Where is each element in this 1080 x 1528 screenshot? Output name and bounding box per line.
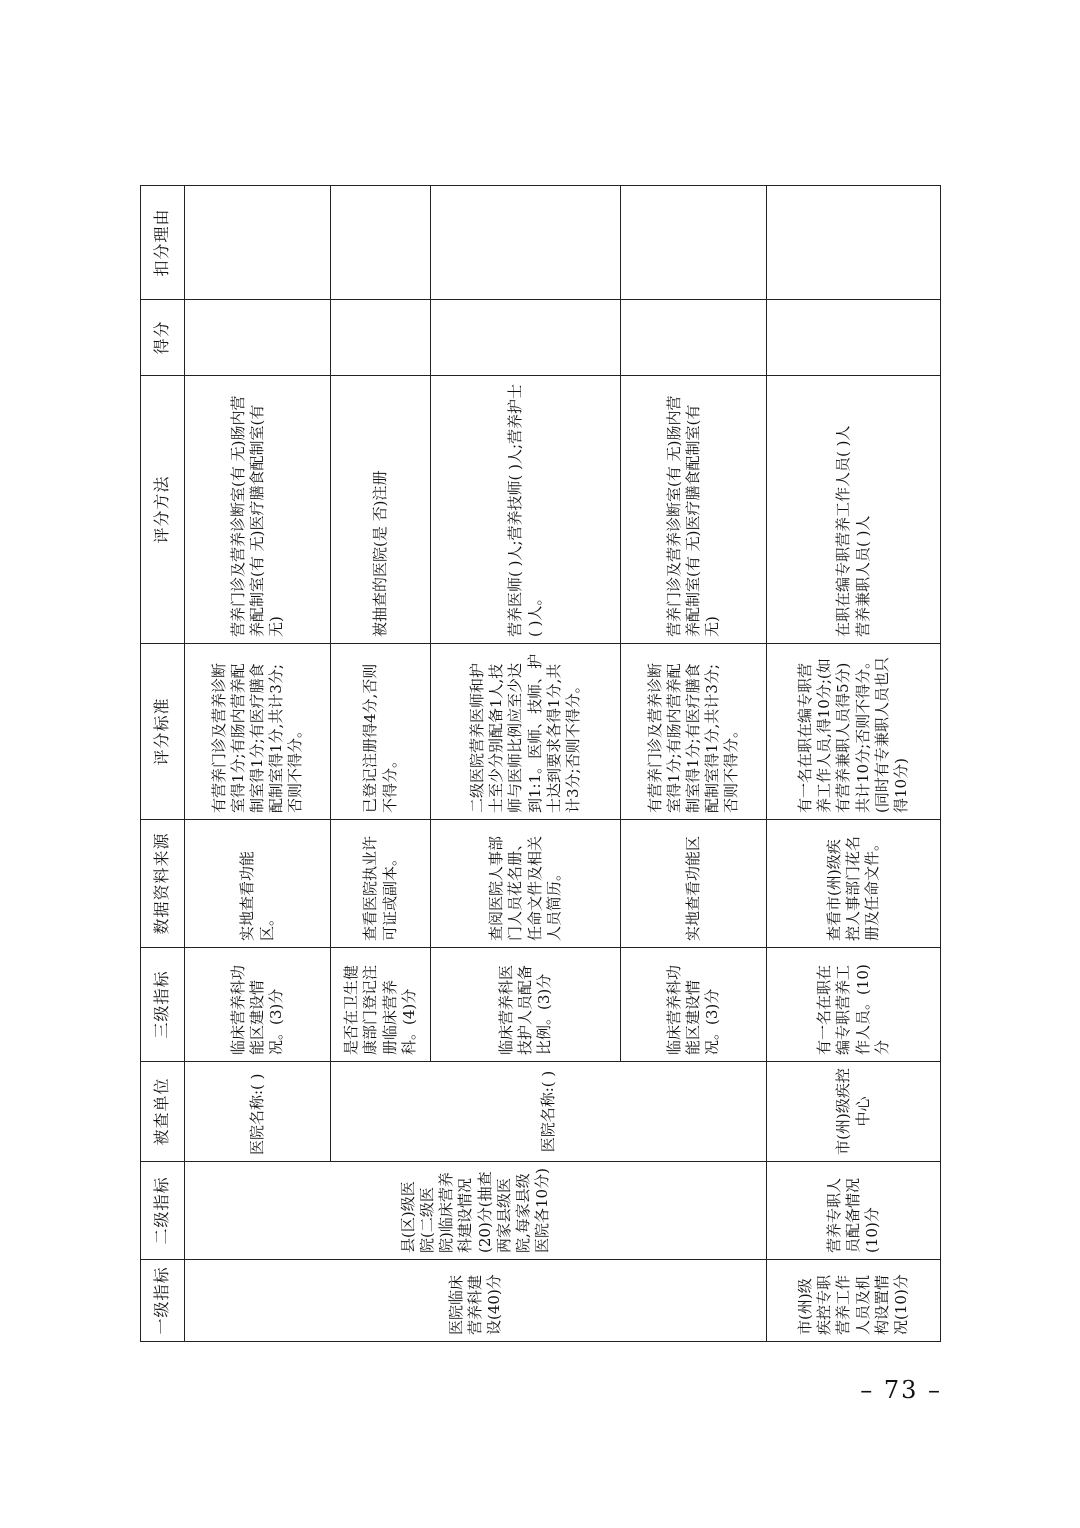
score-cell[interactable] — [431, 300, 621, 376]
reason-cell[interactable] — [331, 186, 431, 300]
source-cell: 查看医院执业许可证或副本。 — [331, 820, 431, 948]
table-row — [767, 186, 941, 1342]
rotated-table-wrapper — [140, 186, 940, 1342]
source-cell: 实地查看功能区 — [621, 820, 767, 948]
header-source: 数据资料来源 — [141, 820, 185, 948]
header-unit: 被查单位 — [141, 1062, 185, 1162]
reason-cell[interactable] — [185, 186, 331, 300]
method-cell: 营养医师( )人;营养技师( )人;营养护士( )人。 — [431, 376, 621, 644]
level3-cell: 临床营养科功能区建设情况。(3)分 — [621, 948, 767, 1062]
method-cell: 在职在编专职营养工作人员( )人 营养兼职人员( )人 — [767, 376, 941, 644]
header-score: 得分 — [141, 300, 185, 376]
source-cell: 查看市(州)级疾控人事部门花名册及任命文件。 — [767, 820, 941, 948]
header-level1: 一级指标 — [141, 1260, 185, 1342]
level3-cell: 临床营养科医技护人员配备比例。(3)分 — [431, 948, 621, 1062]
reason-cell[interactable] — [621, 186, 767, 300]
header-reason: 扣分理由 — [141, 186, 185, 300]
standard-cell: 有一名在职在编专职营养工作人员,得10分;(如有营养兼职人员得5分)共计10分;否则不得分。(同时有专兼职人员也只得10分) — [767, 644, 941, 820]
standard-cell: 二级医院营养医师和护士至少分别配备1人,技师与医师比例应至少达到1:1。医师、技师、护士达到要求各得1分,共计3分;否则不得分。 — [431, 644, 621, 820]
header-row — [141, 186, 185, 1342]
level3-cell: 临床营养科功能区建设情况。(3)分 — [185, 948, 331, 1062]
page-number: – 73 – — [860, 1376, 942, 1404]
level3-cell: 有一名在职在编专职营养工作人员。(10)分 — [767, 948, 941, 1062]
score-cell[interactable] — [767, 300, 941, 376]
method-cell: 被抽查的医院(是 否)注册 — [331, 376, 431, 644]
level2-cell: 县(区)级医院(二级医院)临床营养科建设情况(20)分(抽查两家县级医院,每家县级医院各10分) — [185, 1162, 767, 1260]
scoring-table — [140, 185, 941, 1342]
standard-cell: 有营养门诊及营养诊断室得1分;有肠内营养配制室得1分;有医疗膳食配制室得1分,共计3分;否则不得分。 — [185, 644, 331, 820]
level3-cell: 是否在卫生健康部门登记注册临床营养科。(4)分 — [331, 948, 431, 1062]
score-cell[interactable] — [185, 300, 331, 376]
method-cell: 营养门诊及营养诊断室(有 无)肠内营养配制室(有 无)医疗膳食配制室(有 无) — [185, 376, 331, 644]
score-cell[interactable] — [331, 300, 431, 376]
unit-cell: 医院名称:( ) — [185, 1062, 331, 1162]
source-cell: 查阅医院人事部门人员花名册、任命文件及相关人员简历。 — [431, 820, 621, 948]
header-standard: 评分标准 — [141, 644, 185, 820]
score-cell[interactable] — [621, 300, 767, 376]
level1-cell: 市(州)级疾控专职营养工作人员及机构设置情况(10)分 — [767, 1260, 941, 1342]
header-method: 评分方法 — [141, 376, 185, 644]
method-cell: 营养门诊及营养诊断室(有 无)肠内营养配制室(有 无)医疗膳食配制室(有 无) — [621, 376, 767, 644]
level2-cell: 营养专职人员配备情况(10)分 — [767, 1162, 941, 1260]
header-level2: 二级指标 — [141, 1162, 185, 1260]
unit-cell: 市(州)级疾控中心 — [767, 1062, 941, 1162]
reason-cell[interactable] — [767, 186, 941, 300]
level1-cell: 医院临床营养科建设(40)分 — [185, 1260, 767, 1342]
unit-cell: 医院名称:( ) — [331, 1062, 767, 1162]
standard-cell: 有营养门诊及营养诊断室得1分;有肠内营养配制室得1分;有医疗膳食配制室得1分,共计3分;否则不得分。 — [621, 644, 767, 820]
header-level3: 三级指标 — [141, 948, 185, 1062]
source-cell: 实地查看功能区。 — [185, 820, 331, 948]
reason-cell[interactable] — [431, 186, 621, 300]
standard-cell: 已登记注册得4分,否则不得分。 — [331, 644, 431, 820]
table-row — [185, 186, 331, 1342]
